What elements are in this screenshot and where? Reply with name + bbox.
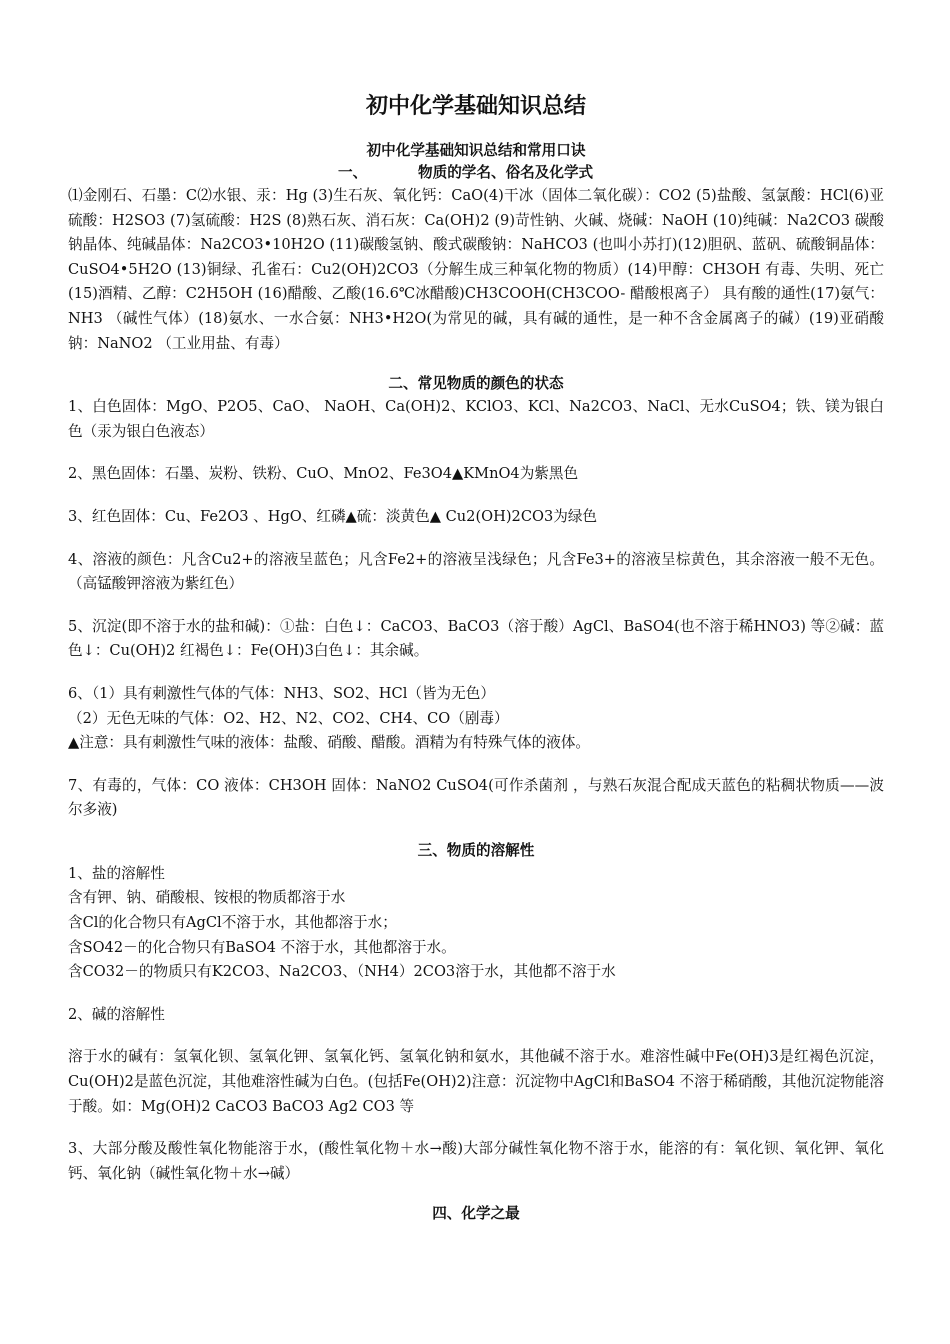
section-3-paragraph-3: 3、大部分酸及酸性氧化物能溶于水，(酸性氧化物＋水→酸)大部分碱性氧化物不溶于水，能溶的有：氧化钡、氧化钾、氧化钙、氧化钠（碱性氧化物＋水→碱） (68, 1140, 884, 1182)
section-3-subheading-2: 2、碱的溶解性 (68, 1005, 165, 1023)
section-3-paragraph-2: 溶于水的碱有：氢氧化钡、氢氧化钾、氢氧化钙、氢氧化钠和氨水，其他碱不溶于水。难溶性碱中Fe(OH)3是红褐色沉淀，Cu(OH)2是蓝色沉淀，其他难溶性碱为白色。(包括Fe(OH)2)注意：沉淀物中AgCl和BaSO4 不溶于稀硝酸，其他沉淀物能溶于酸。如：Mg(OH)2 CaCO3 BaCO3 Ag2 CO3 等 (68, 1048, 884, 1115)
document-page (68, 92, 884, 1225)
section-2-heading: 二、常见物质的颜色的状态 (388, 375, 564, 393)
document-title: 初中化学基础知识总结 (365, 94, 586, 119)
section-3-line-1: 含有钾、钠、硝酸根、铵根的物质都溶于水 (68, 889, 346, 907)
section-3-heading: 三、物质的溶解性 (417, 841, 535, 859)
section-3-line-4: 含CO32－的物质只有K2CO3、Na2CO3、（NH4）2CO3溶于水，其他都不溶于水 (68, 963, 616, 981)
section-2-item-5: 5、沉淀(即不溶于水的盐和碱)：①盐：白色↓：CaCO3、BaCO3（溶于酸）AgCl、BaSO4(也不溶于稀HNO3) 等②碱：蓝色↓：Cu(OH)2 红褐色↓：Fe(OH)3白色↓：其余碱。 (68, 617, 884, 660)
section-3-line-2: 含Cl的化合物只有AgCl不溶于水，其他都溶于水； (68, 914, 397, 932)
section-4-heading: 四、化学之最 (432, 1205, 520, 1223)
section-1-body: ⑴金刚石、石墨：C⑵水银、汞：Hg (3)生石灰、氧化钙：CaO(4)干冰（固体二氧化碳）：CO2 (5)盐酸、氢氯酸：HCl(6)亚硫酸：H2SO3 (7)氢硫酸：H2S (8)熟石灰、消石灰：Ca(OH)2 (9)苛性钠、火碱、烧碱：NaOH (10)纯碱：Na2CO3 碳酸钠晶体、纯碱晶体：Na2CO3•10H2O (11)碳酸氢钠、酸式碳酸钠：NaHCO3 (也叫小苏打)(12)胆矾、蓝矾、硫酸铜晶体：CuSO4•5H2O (13)铜绿、孔雀石：Cu2(OH)2CO3（分解生成三种氧化物的物质）(14)甲醇：CH3OH 有毒、失明、死亡(15)酒精、乙醇：C2H5OH (16)醋酸、乙酸(16.6℃冰醋酸)CH3COOH(CH3COO- 醋酸根离子） 具有酸的通性(17)氨气：NH3 （碱性气体）(18)氨水、一水合氨：NH3•H2O(为常见的碱，具有碱的通性，是一种不含金属离子的碱）(19)亚硝酸钠：NaNO2 （工业用盐、有毒） (68, 187, 884, 352)
section-2-item-6b: （2）无色无味的气体：O2、H2、N2、CO2、CH4、CO（剧毒） (68, 709, 509, 727)
section-1-heading (338, 162, 884, 184)
section-2-item-7: 7、有毒的，气体：CO 液体：CH3OH 固体：NaNO2 CuSO4(可作杀菌剂 ，与熟石灰混合配成天蓝色的粘稠状物质——波尔多液) (68, 776, 884, 819)
section-2-item-6a: 6、（1）具有刺激性气体的气体：NH3、SO2、HCl（皆为无色） (68, 684, 495, 702)
section-3-subheading-1: 1、盐的溶解性 (68, 864, 165, 882)
section-3-line-3: 含SO42－的化合物只有BaSO4 不溶于水，其他都溶于水。 (68, 938, 456, 956)
section-2-item-6c: ▲注意：具有刺激性气味的液体：盐酸、硝酸、醋酸。酒精为有特殊气体的液体。 (68, 734, 591, 752)
section-2-item-3: 3、红色固体：Cu、Fe2O3 、HgO、红磷▲硫：淡黄色▲ Cu2(OH)2CO3为绿色 (68, 507, 598, 525)
section-2-item-1: 1、白色固体：MgO、P2O5、CaO、 NaOH、Ca(OH)2、KClO3、KCl、Na2CO3、NaCl、无水CuSO4；铁、镁为银白色（汞为银白色液态） (68, 398, 884, 440)
section-1-number: 一、 (338, 164, 368, 181)
section-1-title: 物质的学名、俗名及化学式 (418, 164, 594, 181)
section-2-item-4: 4、溶液的颜色：凡含Cu2+的溶液呈蓝色；凡含Fe2+的溶液呈浅绿色；凡含Fe3+的溶液呈棕黄色，其余溶液一般不无色。（高锰酸钾溶液为紫红色） (68, 550, 884, 593)
document-subtitle: 初中化学基础知识总结和常用口诀 (366, 142, 586, 159)
section-2-item-2: 2、黑色固体：石墨、炭粉、铁粉、CuO、MnO2、Fe3O4▲KMnO4为紫黑色 (68, 465, 579, 483)
